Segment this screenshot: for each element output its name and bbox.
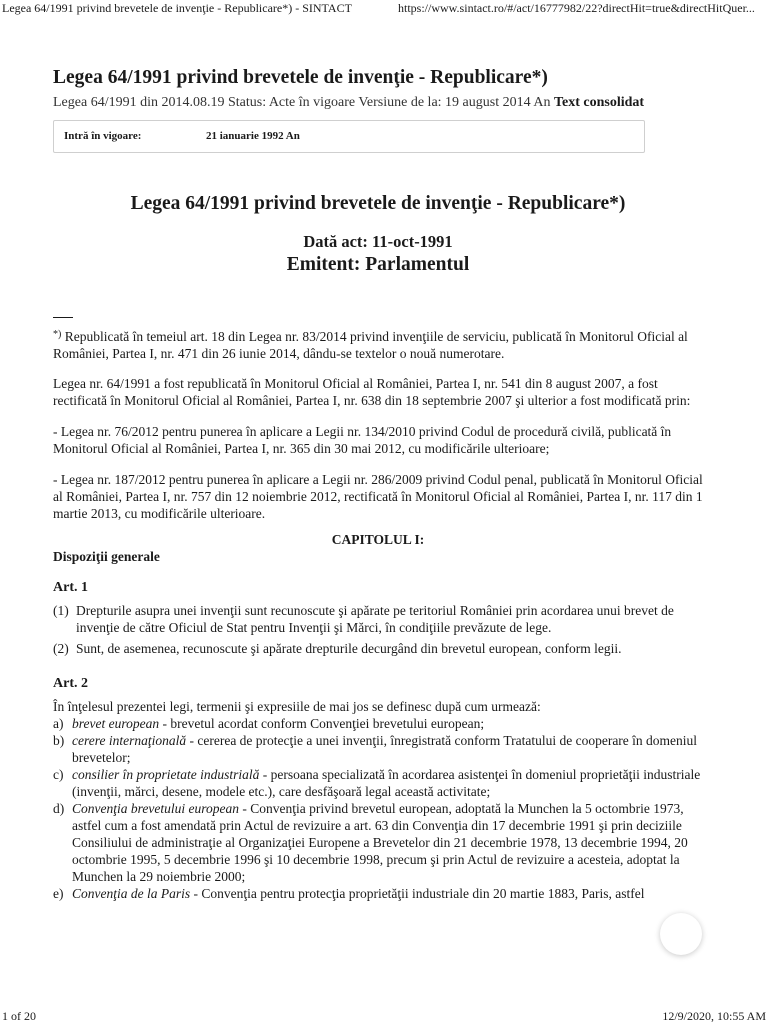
definition-text: - Convenţia pentru protecţia proprietăţii industriale din 20 martie 1883, Paris, astfel <box>190 886 645 901</box>
document-title: Legea 64/1991 privind brevetele de invenţie - Republicare*) <box>53 67 548 88</box>
act-date: Dată act: 11-oct-1991 <box>303 232 453 251</box>
article-2-item-text <box>72 732 703 766</box>
article-2-item-letter: e) <box>53 886 64 901</box>
article-2-item <box>53 885 703 902</box>
document-meta <box>53 93 703 112</box>
article-2-item-text <box>72 885 703 902</box>
definition-text: - Convenţia privind brevetul european, adoptată la Munchen la 5 octombrie 1973, astfel cum a fost amendată prin Actul de revizuire a art. 63 din Convenţia din 17 decembrie 1991 şi prin deciziile Consiliului de administraţie al Organizaţiei Europene a Brevetelor din 21 decembrie 1978, 13 decembrie 1994, 20 octombrie 1995, 5 decembrie 1996 şi 10 decembrie 1998, precum şi prin Actul de revizuire a acesteia, adoptat la Munchen la 29 noiembrie 2000; <box>72 801 688 884</box>
definition-term: cerere internaţională <box>72 733 187 748</box>
footnote-paragraph <box>53 326 703 362</box>
article-2-item-text <box>72 800 703 885</box>
article-2-item <box>53 715 703 732</box>
article-1-item <box>53 640 703 657</box>
paragraph-amendment-2: - Legea nr. 187/2012 pentru punerea în aplicare a Legii nr. 286/2009 privind Codul penal, publicată în Monitorul Oficial al României, Partea I, nr. 757 din 12 noiembrie 2012, rectificată în Monitorul Oficial al României, Partea I, nr. 117 din 1 martie 2013, cu modificările ulterioare. <box>53 472 703 521</box>
definition-term: Convenţia brevetului european <box>72 801 239 816</box>
article-1-item-text: Sunt, de asemenea, recunoscute şi apărate drepturile decurgând din brevetul european, conform legii. <box>76 641 622 656</box>
article-2-item-text <box>72 766 703 800</box>
print-footer-date: 12/9/2020, 10:55 AM <box>662 1009 766 1023</box>
act-title: Legea 64/1991 privind brevetele de invenţie - Republicare*) <box>130 193 626 214</box>
print-footer <box>0 1008 768 1024</box>
chapter-title: CAPITOLUL I: <box>331 532 425 547</box>
article-1-item-number: (2) <box>53 641 69 656</box>
print-header-url: https://www.sintact.ro/#/act/16777982/22?directHit=true&directHitQuer... <box>398 1 755 15</box>
floating-action-button[interactable] <box>660 913 702 955</box>
article-2-item-letter: c) <box>53 767 64 782</box>
in-force-label: Intră în vigoare: <box>64 130 142 142</box>
paragraph-amendment-1: - Legea nr. 76/2012 pentru punerea în aplicare a Legii nr. 134/2010 privind Codul de procedură civilă, publicată în Monitorul Oficial al României, Partea I, nr. 365 din 30 mai 2012, cu modificările ulterioare; <box>53 424 672 456</box>
footnote-mark: *) <box>53 329 62 340</box>
article-2-intro: În înţelesul prezentei legi, termenii şi expresiile de mai jos se definesc după cum urmează: <box>53 699 541 714</box>
article-1-item-text: Drepturile asupra unei invenţii sunt recunoscute şi apărate pe teritoriul României prin acordarea unui brevet de invenţie de către Oficiul de Stat pentru Invenţii şi Mărci, în condiţiile prevăzute de lege. <box>76 603 674 635</box>
article-1-item <box>53 602 703 636</box>
article-2-item <box>53 800 703 885</box>
definition-text: - brevetul acordat conform Convenţiei brevetului european; <box>159 716 485 731</box>
article-1-item-number: (1) <box>53 603 69 618</box>
article-2-heading: Art. 2 <box>53 676 88 691</box>
document-meta-text: Legea 64/1991 din 2014.08.19 Status: Acte în vigoare Versiune de la: 19 august 2014 An <box>53 95 554 110</box>
definition-term: Convenţia de la Paris <box>72 886 191 901</box>
article-2-item-text <box>72 715 703 732</box>
footnote-divider <box>53 317 73 318</box>
act-emitent: Emitent: Parlamentul <box>286 254 470 275</box>
in-force-value: 21 ianuarie 1992 An <box>206 130 300 142</box>
in-force-box <box>53 120 645 153</box>
article-2-item <box>53 766 703 800</box>
print-footer-page: 1 of 20 <box>2 1009 36 1023</box>
print-header-title: Legea 64/1991 privind brevetele de invenţie - Republicare*) - SINTACT <box>2 1 352 15</box>
definition-text: - persoana specializată în acordarea asistenţei în domeniul proprietăţii industriale (invenţii, mărci, desene, modele etc.), care desfăşoară legal această activitate; <box>72 767 701 799</box>
paragraph-republication: Legea nr. 64/1991 a fost republicată în Monitorul Oficial al României, Partea I, nr. 541 din 8 august 2007, a fost rectificată în Monitorul Oficial al României, Partea I, nr. 638 din 18 septembrie 2007 şi ulterior a fost modificată prin: <box>53 376 691 408</box>
chapter-subtitle: Dispoziţii generale <box>53 549 160 564</box>
print-header <box>0 0 768 16</box>
article-2-item-letter: d) <box>53 801 65 816</box>
definition-term: consilier în proprietate industrială <box>72 767 260 782</box>
article-2-item-letter: a) <box>53 716 64 731</box>
document-meta-consolidated: Text consolidat <box>553 95 645 110</box>
article-2-item-letter: b) <box>53 733 65 748</box>
article-2-item <box>53 732 703 766</box>
footnote-text: Republicată în temeiul art. 18 din Legea nr. 83/2014 privind invenţiile de serviciu, publicată în Monitorul Oficial al României, Partea I, nr. 471 din 26 iunie 2014, dându-se textelor o nouă numerotare. <box>53 329 688 361</box>
document-page <box>53 66 703 902</box>
definition-term: brevet european <box>72 716 160 731</box>
definition-text: - cererea de protecţie a unei invenţii, înregistrată conform Tratatului de cooperare în domeniul brevetelor; <box>72 733 698 765</box>
article-1-heading: Art. 1 <box>53 580 88 595</box>
